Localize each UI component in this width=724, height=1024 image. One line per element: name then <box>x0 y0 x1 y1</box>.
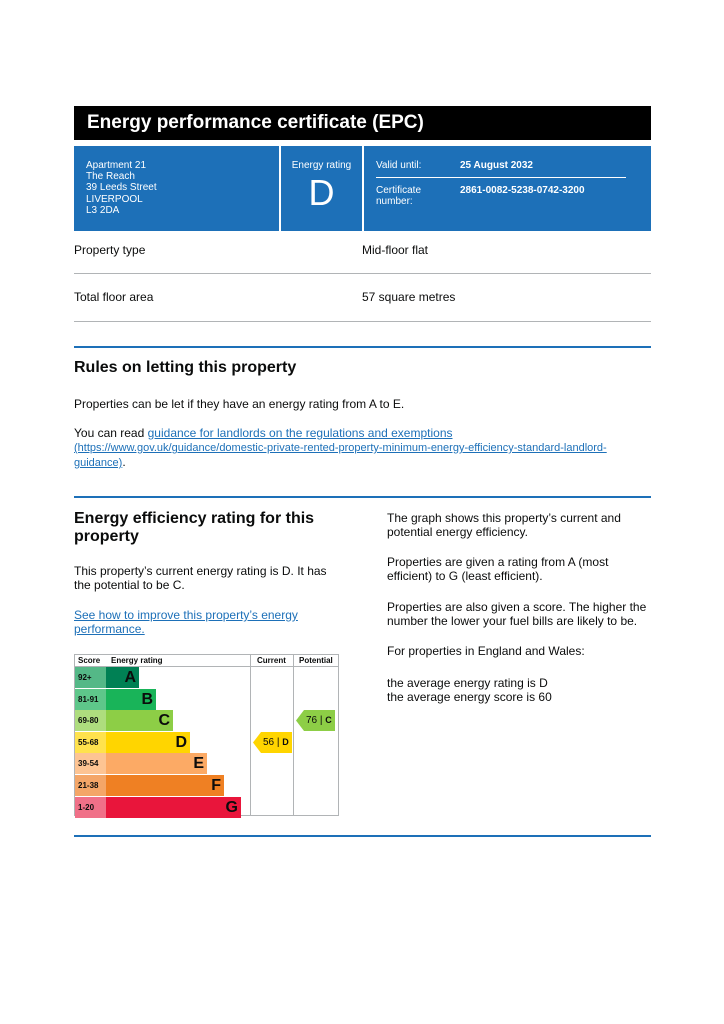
band-score-d: 55-68 <box>75 732 106 753</box>
valid-until-label: Valid until: <box>376 160 422 171</box>
row-divider <box>74 273 651 274</box>
valid-until-value: 25 August 2032 <box>460 160 533 171</box>
rating-explanation: Properties are given a rating from A (most efficient) to G (least efficient). <box>387 555 609 583</box>
letting-heading: Rules on letting this property <box>74 359 297 376</box>
graph-explanation: The graph shows this property’s current and potential energy efficiency. <box>387 511 621 539</box>
certificate-number-value: 2861-0082-5238-0742-3200 <box>460 185 585 196</box>
graph-column-divider <box>250 655 251 815</box>
guidance-url-link[interactable]: (https://www.gov.uk/guidance/domestic-private-rented-property-minimum-energy-efficiency-standard-landlord-guidance) <box>74 442 607 469</box>
band-score-e: 39-54 <box>75 753 106 774</box>
band-score-b: 81-91 <box>75 689 106 710</box>
guidance-link[interactable]: guidance for landlords on the regulations and exemptions <box>147 426 453 440</box>
band-bar-g: G <box>106 797 241 818</box>
property-type-value: Mid-floor flat <box>362 243 429 257</box>
potential-column-header: Potential <box>299 656 333 665</box>
address-box <box>74 146 279 231</box>
band-bar-d: D <box>106 732 190 753</box>
validity-divider <box>376 177 626 178</box>
row-divider <box>74 321 651 322</box>
guidance-suffix: . <box>122 455 126 469</box>
address-line: The Reach <box>86 171 135 183</box>
current-rating-arrow <box>253 732 292 753</box>
graph-column-divider <box>293 655 294 815</box>
validity-box <box>364 146 651 231</box>
energy-rating-box <box>281 146 362 231</box>
improve-performance-link[interactable]: See how to improve this property’s energy performance. <box>74 608 298 636</box>
potential-rating-arrow-label: 76 | C <box>306 715 332 727</box>
efficiency-paragraph: This property’s current energy rating is D. It has the potential to be C. <box>74 564 327 592</box>
address-line: L3 2DA <box>86 204 120 216</box>
letting-guidance-paragraph <box>74 426 634 470</box>
band-bar-f: F <box>106 775 224 796</box>
potential-rating-arrow <box>296 710 335 731</box>
score-explanation: Properties are also given a score. The higher the number the lower your fuel bills are likely to be. <box>387 600 647 628</box>
section-divider <box>74 835 651 837</box>
band-bar-e: E <box>106 753 207 774</box>
energy-rating-value: D <box>308 172 335 213</box>
average-score: the average energy score is 60 <box>387 690 552 704</box>
band-score-c: 69-80 <box>75 710 106 731</box>
efficiency-heading: Energy efficiency rating for this property <box>74 510 315 545</box>
energy-rating-label: Energy rating <box>291 160 352 171</box>
property-type-label: Property type <box>74 243 146 257</box>
band-bar-a: A <box>106 667 139 688</box>
section-divider <box>74 346 651 348</box>
average-rating: the average energy rating is D <box>387 676 548 690</box>
guidance-prefix: You can read <box>74 426 148 440</box>
address-line: Apartment 21 <box>86 160 147 171</box>
score-column-header: Score <box>78 656 101 665</box>
energy-rating-graph <box>74 654 339 816</box>
band-score-f: 21-38 <box>75 775 106 796</box>
band-bar-b: B <box>106 689 156 710</box>
rating-column-header: Energy rating <box>111 656 163 665</box>
letting-paragraph: Properties can be let if they have an energy rating from A to E. <box>74 397 405 411</box>
section-divider <box>74 496 651 498</box>
address-line: 39 Leeds Street <box>86 182 157 194</box>
band-score-g: 1-20 <box>75 797 106 818</box>
floor-area-label: Total floor area <box>74 290 154 304</box>
region-label: For properties in England and Wales: <box>387 644 585 658</box>
current-rating-arrow-label: 56 | D <box>263 736 289 748</box>
page-title: Energy performance certificate (EPC) <box>74 106 651 140</box>
floor-area-value: 57 square metres <box>362 290 456 304</box>
current-column-header: Current <box>257 656 286 665</box>
band-bar-c: C <box>106 710 173 731</box>
address-line: LIVERPOOL <box>86 193 143 205</box>
graph-header <box>75 655 338 667</box>
band-score-a: 92+ <box>75 667 106 688</box>
certificate-number-label: Certificate number: <box>376 185 422 207</box>
